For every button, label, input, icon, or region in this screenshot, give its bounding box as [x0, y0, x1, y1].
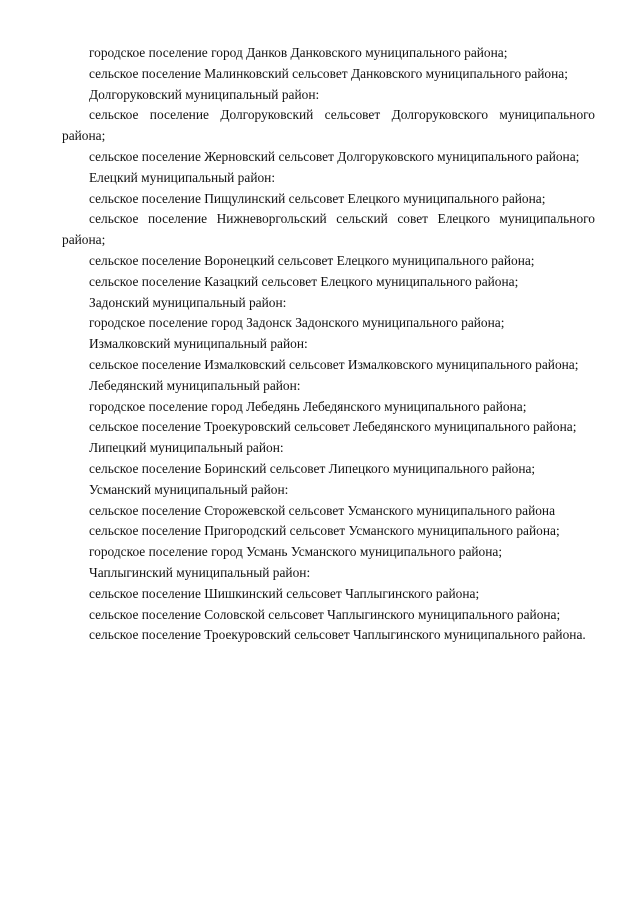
heading-zadonsky-district: Задонский муниципальный район:	[89, 294, 287, 310]
paragraph-solovskoy: сельское поселение Соловской сельсовет Чаплыгинского муниципального района;	[89, 606, 561, 622]
paragraph-zadonsk: городское поселение город Задонск Задонского муниципального района;	[89, 315, 505, 331]
paragraph-izmalkovsky: сельское поселение Измалковский сельсовет Измалковского муниципального района;	[89, 356, 579, 372]
heading-eletsky-district: Елецкий муниципальный район:	[89, 169, 276, 185]
paragraph-voronetsky: сельское поселение Воронецкий сельсовет Елецкого муниципального района;	[89, 252, 535, 268]
paragraph-pishchulinsky: сельское поселение Пищулинский сельсовет Елецкого муниципального района;	[89, 190, 546, 206]
paragraph-storozhevskoy: сельское поселение Сторожевской сельсовет Усманского муниципального района	[89, 502, 556, 518]
heading-usmansky-district: Усманский муниципальный район:	[89, 481, 289, 497]
paragraph-prigorodsky: сельское поселение Пригородский сельсовет Усманского муниципального района;	[89, 523, 560, 539]
paragraph-borinsky: сельское поселение Боринский сельсовет Липецкого муниципального района;	[89, 460, 536, 476]
heading-dolgorukovsky-district: Долгоруковский муниципальный район:	[89, 86, 320, 102]
heading-lipetsky-district: Липецкий муниципальный район:	[89, 440, 284, 456]
heading-lebedyansky-district: Лебедянский муниципальный район:	[89, 377, 301, 393]
paragraph-kazatsky: сельское поселение Казацкий сельсовет Елецкого муниципального района;	[89, 273, 519, 289]
paragraph-usman: городское поселение город Усмань Усманского муниципального района;	[89, 544, 503, 560]
paragraph-lebedyan: городское поселение город Лебедянь Лебедянского муниципального района;	[89, 398, 527, 414]
paragraph-zhernovsky: сельское поселение Жерновский сельсовет Долгоруковского муниципального района;	[89, 148, 580, 164]
paragraph-troekurovsky-chaplyginsky: сельское поселение Троекуровский сельсовет Чаплыгинского муниципального района.	[89, 627, 586, 643]
paragraph-nizhnevorgolsky: сельское поселение Нижневоргольский сельский совет Елецкого муниципального района;	[62, 211, 595, 248]
paragraph-troekurovsky-lebedyansky: сельское поселение Троекуровский сельсовет Лебедянского муниципального района;	[89, 419, 577, 435]
paragraph-malinkovsky: сельское поселение Малинковский сельсовет Данковского муниципального района;	[89, 65, 568, 81]
paragraph-gorodskoe-danków: городское поселение город Данков Данковского муниципального района;	[89, 45, 508, 60]
paragraph-dolgorukovsky: сельское поселение Долгоруковский сельсовет Долгоруковского муниципального района;	[62, 107, 595, 144]
document-page	[62, 43, 595, 646]
heading-izmalkovsky-district: Измалковский муниципальный район:	[89, 336, 308, 352]
paragraph-shishkinsky: сельское поселение Шишкинский сельсовет Чаплыгинского района;	[89, 585, 480, 601]
heading-chaplyginsky-district: Чаплыгинский муниципальный район:	[89, 564, 311, 580]
